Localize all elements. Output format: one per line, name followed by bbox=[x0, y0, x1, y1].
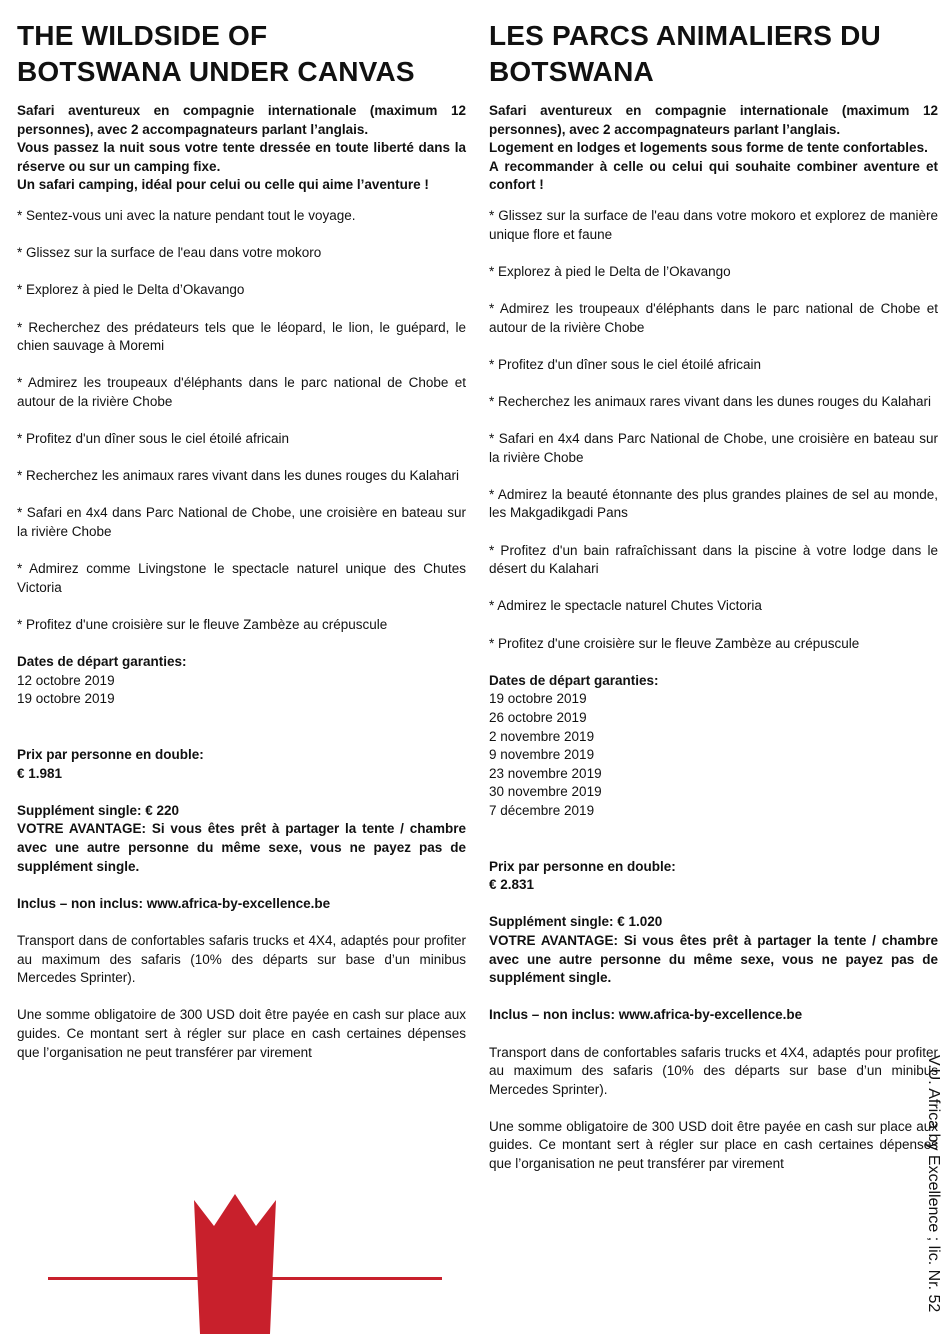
left-intro bbox=[17, 102, 466, 195]
right-advantage: VOTRE AVANTAGE: Si vous êtes prêt à partager la tente / chambre avec une autre personne du même sexe, vous ne payez pas de supplément single. bbox=[489, 932, 938, 986]
right-date: 9 novembre 2019 bbox=[489, 747, 595, 763]
right-date: 26 octobre 2019 bbox=[489, 710, 587, 725]
right-intro-1: Safari aventureux en compagnie internationale (maximum 12 personnes), avec 2 accompagnateurs parlant l’anglais. bbox=[489, 103, 938, 137]
right-title bbox=[489, 18, 938, 90]
right-title-line1: LES PARCS ANIMALIERS DU bbox=[489, 20, 881, 51]
crown-icon bbox=[192, 1192, 278, 1334]
list-item: * Profitez d'un bain rafraîchissant dans la piscine à votre lodge dans le désert du Kalahari bbox=[489, 542, 938, 577]
right-dates-section bbox=[489, 672, 938, 1174]
list-item: * Profitez d'une croisière sur le fleuve Zambèze au crépuscule bbox=[489, 635, 860, 651]
left-title-line1: THE WILDSIDE OF bbox=[17, 20, 268, 51]
right-date: 30 novembre 2019 bbox=[489, 784, 602, 800]
left-supplement: Supplément single: € 220 bbox=[17, 802, 180, 818]
right-supplement: Supplément single: € 1.020 bbox=[489, 914, 663, 930]
list-item: * Profitez d'une croisière sur le fleuve Zambèze au crépuscule bbox=[17, 617, 388, 633]
left-price: € 1.981 bbox=[17, 765, 63, 781]
left-date: 12 octobre 2019 bbox=[17, 672, 115, 688]
left-title-line2: BOTSWANA UNDER CANVAS bbox=[17, 56, 415, 87]
list-item: * Admirez la beauté étonnante des plus grandes plaines de sel au monde, les Makgadikgadi Pans bbox=[489, 486, 938, 521]
column-left bbox=[17, 18, 466, 1062]
right-price: € 2.831 bbox=[489, 877, 535, 893]
list-item: * Profitez d'un dîner sous le ciel étoilé africain bbox=[17, 431, 289, 447]
list-item: * Admirez comme Livingstone le spectacle naturel unique des Chutes Victoria bbox=[17, 561, 466, 595]
list-item: * Explorez à pied le Delta de l’Okavango bbox=[489, 263, 731, 279]
list-item: * Admirez les troupeaux d'éléphants dans le parc national de Chobe et autour de la rivière Chobe bbox=[17, 375, 466, 409]
right-dates-heading: Dates de départ garanties: bbox=[489, 672, 659, 688]
right-title-line2: BOTSWANA bbox=[489, 56, 654, 87]
legal-sidebar bbox=[913, 1055, 947, 1334]
right-date: 19 octobre 2019 bbox=[489, 691, 587, 707]
right-date: 7 décembre 2019 bbox=[489, 802, 595, 818]
right-intro bbox=[489, 102, 938, 195]
column-right bbox=[489, 18, 938, 1174]
right-transport: Transport dans de confortables safaris trucks et 4X4, adaptés pour profiter au maximum des safaris (10% des départs sur base d’un minibus Mercedes Sprinter). bbox=[489, 1044, 938, 1097]
left-intro-2: Vous passez la nuit sous votre tente dressée en toute liberté dans la réserve ou sur un camping fixe. bbox=[17, 140, 466, 174]
right-price-heading: Prix par personne en double: bbox=[489, 858, 676, 874]
list-item: * Admirez le spectacle naturel Chutes Victoria bbox=[489, 598, 762, 614]
right-date: 23 novembre 2019 bbox=[489, 765, 602, 781]
left-title bbox=[17, 18, 466, 90]
left-advantage: VOTRE AVANTAGE: Si vous êtes prêt à partager la tente / chambre avec une autre personne du même sexe, vous ne payez pas de supplément single. bbox=[17, 821, 466, 874]
right-fee: Une somme obligatoire de 300 USD doit être payée en cash sur place aux guides. Ce montant sert à régler sur place en cash certaines dépenses que l’organisation ne peut transférer par virement bbox=[489, 1118, 938, 1172]
legal-sidebar-text: V.U. Africa by Excellence ; lic. Nr. 52 bbox=[925, 1055, 942, 1313]
list-item: * Glissez sur la surface de l'eau dans votre mokoro et explorez de manière unique flore et faune bbox=[489, 207, 938, 242]
right-date: 2 novembre 2019 bbox=[489, 728, 595, 744]
left-price-heading: Prix par personne en double: bbox=[17, 747, 204, 762]
left-inclus: Inclus – non inclus: www.africa-by-excellence.be bbox=[17, 895, 331, 911]
right-intro-2: Logement en lodges et logements sous forme de tente confortables. bbox=[489, 140, 928, 156]
list-item: * Glissez sur la surface de l'eau dans votre mokoro bbox=[17, 245, 322, 261]
right-intro-3: A recommander à celle ou celui qui souhaite combiner aventure et confort ! bbox=[489, 158, 938, 193]
left-date: 19 octobre 2019 bbox=[17, 691, 115, 707]
list-item: * Recherchez les animaux rares vivant dans les dunes rouges du Kalahari bbox=[17, 468, 459, 484]
left-fee: Une somme obligatoire de 300 USD doit être payée en cash sur place aux guides. Ce montant sert à régler sur place en cash certaines dépenses que l’organisation ne peut transférer par virement bbox=[17, 1007, 466, 1060]
left-transport: Transport dans de confortables safaris trucks et 4X4, adaptés pour profiter au maximum des safaris (10% des départs sur base d’un minibus Mercedes Sprinter). bbox=[17, 932, 466, 986]
left-intro-3: Un safari camping, idéal pour celui ou celle qui aime l’aventure ! bbox=[17, 177, 429, 193]
list-item: * Sentez-vous uni avec la nature pendant tout le voyage. bbox=[17, 207, 356, 223]
left-intro-1: Safari aventureux en compagnie internationale (maximum 12 personnes), avec 2 accompagnateurs parlant l’anglais. bbox=[17, 103, 466, 137]
list-item: * Recherchez les animaux rares vivant dans les dunes rouges du Kalahari bbox=[489, 393, 931, 409]
left-dates-section bbox=[17, 653, 466, 1062]
list-item: * Recherchez des prédateurs tels que le léopard, le lion, le guépard, le chien sauvage à Moremi bbox=[17, 319, 466, 354]
list-item: * Admirez les troupeaux d'éléphants dans le parc national de Chobe et autour de la rivière Chobe bbox=[489, 300, 938, 335]
list-item: * Explorez à pied le Delta d’Okavango bbox=[17, 282, 245, 298]
right-feature-list bbox=[489, 207, 938, 653]
left-dates-heading: Dates de départ garanties: bbox=[17, 654, 187, 670]
left-feature-list bbox=[17, 207, 466, 635]
list-item: * Safari en 4x4 dans Parc National de Chobe, une croisière en bateau sur la rivière Chobe bbox=[17, 505, 466, 540]
list-item: * Safari en 4x4 dans Parc National de Chobe, une croisière en bateau sur la rivière Chobe bbox=[489, 431, 938, 465]
list-item: * Profitez d'un dîner sous le ciel étoilé africain bbox=[489, 356, 761, 372]
right-inclus: Inclus – non inclus: www.africa-by-excellence.be bbox=[489, 1007, 803, 1023]
